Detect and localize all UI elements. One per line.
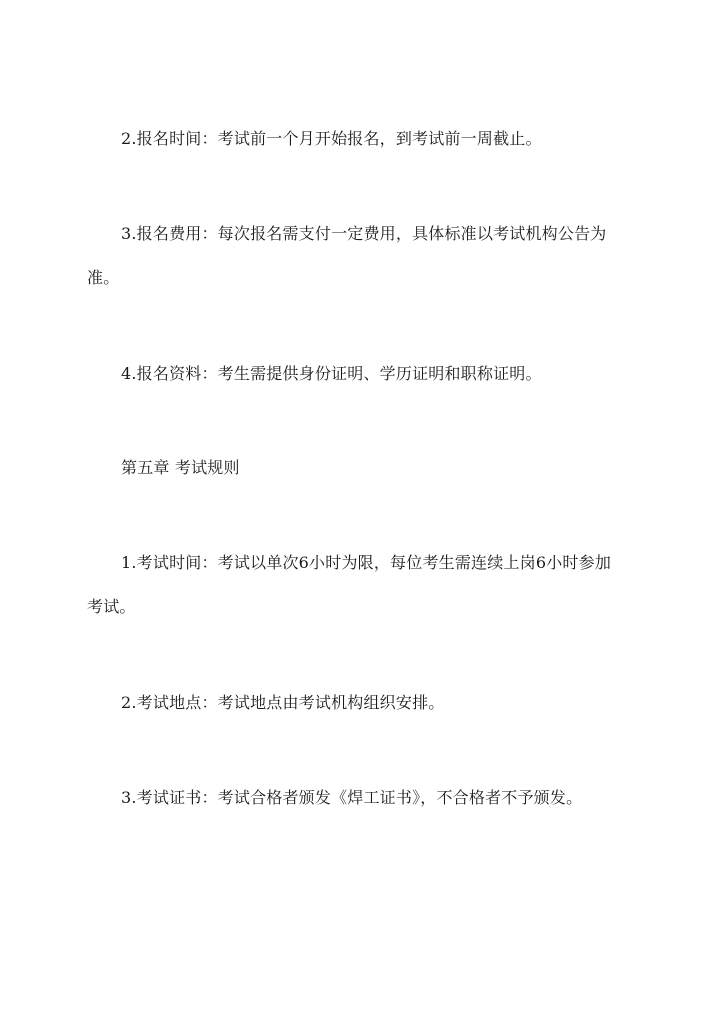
paragraph-registration-fee-continuation: 准。 — [87, 268, 120, 287]
paragraph-exam-time: 1.考试时间：考试以单次6小时为限，每位考生需连续上岗6小时参加 — [121, 553, 612, 572]
paragraph-exam-location: 2.考试地点：考试地点由考试机构组织安排。 — [121, 693, 445, 712]
paragraph-exam-certificate: 3.考试证书：考试合格者颁发《焊工证书》，不合格者不予颁发。 — [121, 788, 583, 807]
paragraph-registration-time: 2.报名时间：考试前一个月开始报名，到考试前一周截止。 — [121, 129, 542, 148]
paragraph-registration-fee: 3.报名费用：每次报名需支付一定费用，具体标准以考试机构公告为 — [121, 224, 607, 243]
paragraph-exam-time-continuation: 考试。 — [87, 597, 136, 616]
paragraph-registration-materials: 4.报名资料：考生需提供身份证明、学历证明和职称证明。 — [121, 364, 542, 383]
chapter-heading: 第五章 考试规则 — [121, 458, 240, 477]
